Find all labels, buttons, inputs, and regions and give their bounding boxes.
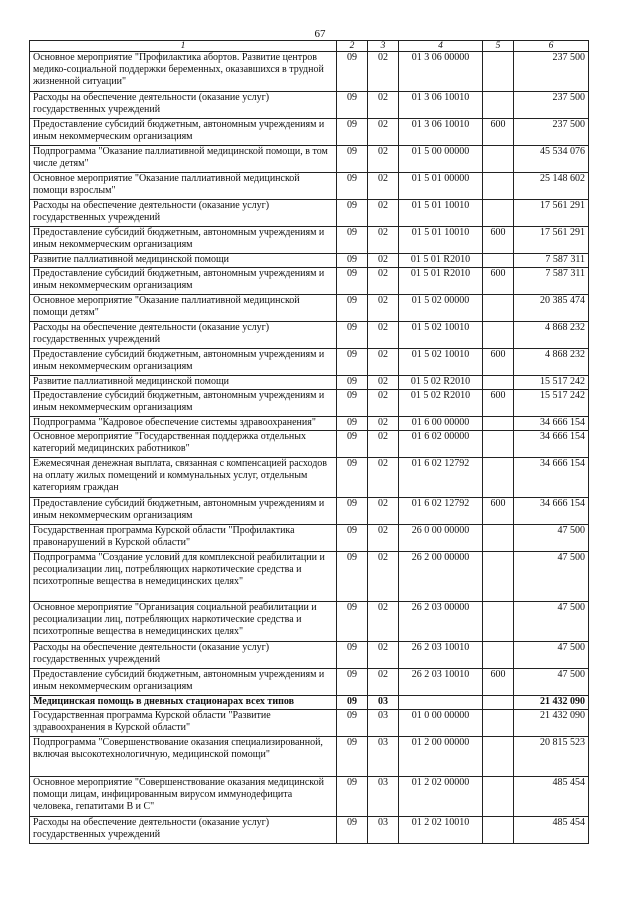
row-section: 09 — [337, 376, 368, 390]
row-expense-type: 600 — [483, 227, 514, 254]
row-subsection: 02 — [368, 254, 399, 268]
row-section: 09 — [337, 458, 368, 498]
row-expense-type — [483, 817, 514, 844]
row-section: 09 — [337, 295, 368, 322]
table-row — [30, 52, 589, 92]
row-subsection: 02 — [368, 200, 399, 227]
row-target-article: 01 2 02 10010 — [399, 817, 483, 844]
row-subsection: 02 — [368, 119, 399, 146]
row-name: Развитие паллиативной медицинской помощи — [30, 254, 337, 268]
column-header: 2 — [337, 41, 368, 52]
row-section: 09 — [337, 431, 368, 458]
row-expense-type — [483, 431, 514, 458]
row-name: Предоставление субсидий бюджетным, автономным учреждениям и иным некоммерческим организациям — [30, 669, 337, 696]
table-row — [30, 669, 589, 696]
row-section: 09 — [337, 92, 368, 119]
row-expense-type: 600 — [483, 349, 514, 376]
row-expense-type — [483, 777, 514, 817]
row-expense-type: 600 — [483, 498, 514, 525]
row-name: Предоставление субсидий бюджетным, автономным учреждениям и иным некоммерческим организациям — [30, 349, 337, 376]
row-amount: 20 815 523 — [514, 737, 589, 777]
row-target-article: 01 0 00 00000 — [399, 710, 483, 737]
row-name: Основное мероприятие "Оказание паллиативной медицинской помощи детям" — [30, 295, 337, 322]
table-row — [30, 119, 589, 146]
row-section: 09 — [337, 696, 368, 710]
row-amount: 47 500 — [514, 642, 589, 669]
row-target-article: 01 5 00 00000 — [399, 146, 483, 173]
row-target-article: 01 3 06 00000 — [399, 52, 483, 92]
row-amount: 4 868 232 — [514, 322, 589, 349]
row-target-article: 26 2 03 00000 — [399, 602, 483, 642]
row-amount: 45 534 076 — [514, 146, 589, 173]
column-header: 6 — [514, 41, 589, 52]
row-expense-type — [483, 146, 514, 173]
row-expense-type: 600 — [483, 119, 514, 146]
row-subsection: 02 — [368, 390, 399, 417]
row-expense-type — [483, 417, 514, 431]
row-section: 09 — [337, 227, 368, 254]
row-name: Основное мероприятие "Организация социальной реабилитации и ресоциализации лиц, потребляющих наркотические средства и психотропные вещества в немедицинских целях" — [30, 602, 337, 642]
row-subsection: 02 — [368, 349, 399, 376]
table-row — [30, 710, 589, 737]
row-amount: 34 666 154 — [514, 498, 589, 525]
row-amount: 25 148 602 — [514, 173, 589, 200]
row-section: 09 — [337, 254, 368, 268]
row-subsection: 02 — [368, 52, 399, 92]
table-row — [30, 817, 589, 844]
row-expense-type — [483, 376, 514, 390]
row-target-article: 01 6 00 00000 — [399, 417, 483, 431]
table-row — [30, 173, 589, 200]
row-name: Предоставление субсидий бюджетным, автономным учреждениям и иным некоммерческим организациям — [30, 119, 337, 146]
row-subsection: 02 — [368, 431, 399, 458]
row-target-article: 01 3 06 10010 — [399, 119, 483, 146]
row-amount: 17 561 291 — [514, 227, 589, 254]
row-amount: 4 868 232 — [514, 349, 589, 376]
row-target-article: 01 2 00 00000 — [399, 737, 483, 777]
table-row — [30, 552, 589, 602]
table-body — [30, 52, 589, 844]
row-name: Расходы на обеспечение деятельности (оказание услуг) государственных учреждений — [30, 92, 337, 119]
row-amount: 237 500 — [514, 119, 589, 146]
row-subsection: 02 — [368, 669, 399, 696]
row-amount: 34 666 154 — [514, 458, 589, 498]
row-subsection: 02 — [368, 602, 399, 642]
row-name: Основное мероприятие "Профилактика абортов. Развитие центров медико-социальной поддержки беременных, оказавшихся в трудной жизненной ситуации" — [30, 52, 337, 92]
column-header: 3 — [368, 41, 399, 52]
row-subsection: 02 — [368, 376, 399, 390]
row-amount: 47 500 — [514, 602, 589, 642]
row-expense-type — [483, 295, 514, 322]
row-section: 09 — [337, 498, 368, 525]
row-target-article: 01 3 06 10010 — [399, 92, 483, 119]
row-subsection: 02 — [368, 552, 399, 602]
row-name: Предоставление субсидий бюджетным, автономным учреждениям и иным некоммерческим организациям — [30, 390, 337, 417]
table-row — [30, 642, 589, 669]
row-subsection: 02 — [368, 92, 399, 119]
row-section: 09 — [337, 390, 368, 417]
row-target-article: 01 5 02 00000 — [399, 295, 483, 322]
row-target-article: 01 2 02 00000 — [399, 777, 483, 817]
row-amount: 47 500 — [514, 669, 589, 696]
row-name: Ежемесячная денежная выплата, связанная с компенсацией расходов на оплату жилых помещений и коммунальных услуг, отдельным категориям граждан — [30, 458, 337, 498]
row-target-article: 01 5 02 R2010 — [399, 376, 483, 390]
row-section: 09 — [337, 322, 368, 349]
row-section: 09 — [337, 52, 368, 92]
table-row — [30, 268, 589, 295]
row-amount: 21 432 090 — [514, 696, 589, 710]
row-target-article: 26 2 03 10010 — [399, 669, 483, 696]
row-name: Расходы на обеспечение деятельности (оказание услуг) государственных учреждений — [30, 642, 337, 669]
row-subsection: 02 — [368, 295, 399, 322]
table-row — [30, 431, 589, 458]
column-header: 1 — [30, 41, 337, 52]
row-section: 09 — [337, 669, 368, 696]
row-amount: 485 454 — [514, 777, 589, 817]
row-expense-type — [483, 642, 514, 669]
table-row — [30, 777, 589, 817]
row-expense-type — [483, 696, 514, 710]
row-target-article: 01 5 02 10010 — [399, 322, 483, 349]
row-name: Основное мероприятие "Государственная поддержка отдельных категорий медицинских работников" — [30, 431, 337, 458]
table-row — [30, 227, 589, 254]
page-number: 67 — [314, 28, 326, 40]
row-expense-type — [483, 322, 514, 349]
row-expense-type — [483, 173, 514, 200]
row-name: Предоставление субсидий бюджетным, автономным учреждениям и иным некоммерческим организациям — [30, 268, 337, 295]
row-name: Медицинская помощь в дневных стационарах всех типов — [30, 696, 337, 710]
row-target-article: 01 5 02 10010 — [399, 349, 483, 376]
table-row — [30, 146, 589, 173]
row-expense-type — [483, 92, 514, 119]
row-expense-type: 600 — [483, 390, 514, 417]
table-row — [30, 602, 589, 642]
row-amount: 7 587 311 — [514, 254, 589, 268]
row-subsection: 03 — [368, 696, 399, 710]
row-expense-type: 600 — [483, 669, 514, 696]
row-amount: 237 500 — [514, 92, 589, 119]
column-header: 5 — [483, 41, 514, 52]
row-subsection: 03 — [368, 817, 399, 844]
row-amount: 7 587 311 — [514, 268, 589, 295]
row-section: 09 — [337, 173, 368, 200]
row-amount: 20 385 474 — [514, 295, 589, 322]
row-target-article: 01 5 01 00000 — [399, 173, 483, 200]
row-amount: 485 454 — [514, 817, 589, 844]
row-target-article: 26 0 00 00000 — [399, 525, 483, 552]
row-target-article: 01 5 01 R2010 — [399, 268, 483, 295]
row-section: 09 — [337, 119, 368, 146]
row-name: Основное мероприятие "Совершенствование оказания медицинской помощи лицам, инфицированным вирусом иммунодефицита человека, гепатитами В и С" — [30, 777, 337, 817]
row-subsection: 02 — [368, 173, 399, 200]
row-expense-type — [483, 525, 514, 552]
row-expense-type: 600 — [483, 268, 514, 295]
row-name: Развитие паллиативной медицинской помощи — [30, 376, 337, 390]
row-name: Подпрограмма "Создание условий для комплексной реабилитации и ресоциализации лиц, потребляющих наркотические средства и психотропные вещества в немедицинских целях" — [30, 552, 337, 602]
row-section: 09 — [337, 817, 368, 844]
row-amount: 47 500 — [514, 525, 589, 552]
row-amount: 21 432 090 — [514, 710, 589, 737]
row-section: 09 — [337, 349, 368, 376]
table-row — [30, 349, 589, 376]
header-row — [30, 41, 589, 52]
row-subsection: 02 — [368, 642, 399, 669]
table-row — [30, 525, 589, 552]
row-name: Государственная программа Курской области "Развитие здравоохранения в Курской области" — [30, 710, 337, 737]
row-target-article: 01 5 01 R2010 — [399, 254, 483, 268]
row-target-article: 26 2 00 00000 — [399, 552, 483, 602]
row-expense-type — [483, 458, 514, 498]
row-expense-type — [483, 552, 514, 602]
row-target-article: 26 2 03 10010 — [399, 642, 483, 669]
row-expense-type — [483, 52, 514, 92]
row-expense-type — [483, 602, 514, 642]
row-expense-type — [483, 254, 514, 268]
row-section: 09 — [337, 146, 368, 173]
row-name: Подпрограмма "Совершенствование оказания специализированной, включая высокотехнологичную, медицинской помощи" — [30, 737, 337, 777]
row-expense-type — [483, 200, 514, 227]
row-section: 09 — [337, 710, 368, 737]
row-subsection: 02 — [368, 525, 399, 552]
row-expense-type — [483, 710, 514, 737]
row-target-article: 01 5 01 10010 — [399, 227, 483, 254]
row-section: 09 — [337, 525, 368, 552]
row-amount: 237 500 — [514, 52, 589, 92]
table-row — [30, 322, 589, 349]
table-row — [30, 737, 589, 777]
row-subsection: 02 — [368, 146, 399, 173]
column-header: 4 — [399, 41, 483, 52]
table-row — [30, 498, 589, 525]
row-name: Расходы на обеспечение деятельности (оказание услуг) государственных учреждений — [30, 200, 337, 227]
row-section: 09 — [337, 737, 368, 777]
row-name: Государственная программа Курской области "Профилактика правонарушений в Курской области" — [30, 525, 337, 552]
table-row — [30, 376, 589, 390]
row-subsection: 03 — [368, 710, 399, 737]
budget-table — [29, 40, 589, 844]
row-amount: 47 500 — [514, 552, 589, 602]
row-section: 09 — [337, 602, 368, 642]
row-amount: 34 666 154 — [514, 417, 589, 431]
table-row — [30, 92, 589, 119]
row-name: Расходы на обеспечение деятельности (оказание услуг) государственных учреждений — [30, 322, 337, 349]
row-subsection: 03 — [368, 777, 399, 817]
row-section: 09 — [337, 268, 368, 295]
row-subsection: 02 — [368, 458, 399, 498]
row-target-article: 01 5 02 R2010 — [399, 390, 483, 417]
row-target-article: 01 5 01 10010 — [399, 200, 483, 227]
row-subsection: 03 — [368, 737, 399, 777]
table-row — [30, 417, 589, 431]
row-section: 09 — [337, 777, 368, 817]
table-row — [30, 696, 589, 710]
row-amount: 15 517 242 — [514, 390, 589, 417]
row-section: 09 — [337, 417, 368, 431]
row-target-article: 01 6 02 00000 — [399, 431, 483, 458]
table-row — [30, 390, 589, 417]
row-name: Подпрограмма "Оказание паллиативной медицинской помощи, в том числе детям" — [30, 146, 337, 173]
row-name: Предоставление субсидий бюджетным, автономным учреждениям и иным некоммерческим организациям — [30, 227, 337, 254]
row-name: Расходы на обеспечение деятельности (оказание услуг) государственных учреждений — [30, 817, 337, 844]
row-subsection: 02 — [368, 417, 399, 431]
table-row — [30, 295, 589, 322]
row-target-article: 01 6 02 12792 — [399, 458, 483, 498]
row-name: Основное мероприятие "Оказание паллиативной медицинской помощи взрослым" — [30, 173, 337, 200]
row-name: Подпрограмма "Кадровое обеспечение системы здравоохранения" — [30, 417, 337, 431]
row-amount: 15 517 242 — [514, 376, 589, 390]
row-target-article: 01 6 02 12792 — [399, 498, 483, 525]
row-expense-type — [483, 737, 514, 777]
row-subsection: 02 — [368, 498, 399, 525]
table-row — [30, 458, 589, 498]
row-amount: 17 561 291 — [514, 200, 589, 227]
row-subsection: 02 — [368, 227, 399, 254]
row-section: 09 — [337, 552, 368, 602]
table-row — [30, 200, 589, 227]
row-subsection: 02 — [368, 268, 399, 295]
row-name: Предоставление субсидий бюджетным, автономным учреждениям и иным некоммерческим организациям — [30, 498, 337, 525]
row-target-article — [399, 696, 483, 710]
row-section: 09 — [337, 200, 368, 227]
row-section: 09 — [337, 642, 368, 669]
row-amount: 34 666 154 — [514, 431, 589, 458]
row-subsection: 02 — [368, 322, 399, 349]
table-row — [30, 254, 589, 268]
